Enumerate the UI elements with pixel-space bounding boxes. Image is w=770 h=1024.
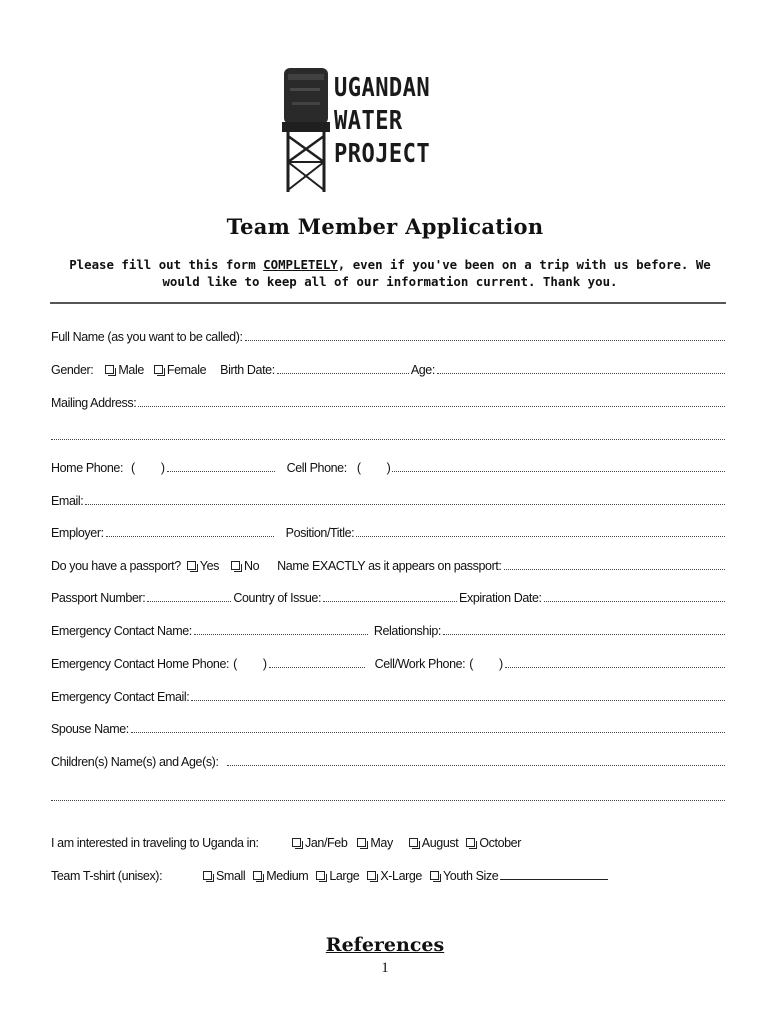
gender-label: Gender: (51, 363, 94, 377)
tshirt-row (51, 865, 727, 883)
intro-after: , even if you've been on a trip with us before. We would like to keep all of our information current. Thank you. (162, 257, 711, 289)
checkbox-icon (253, 871, 262, 880)
mailing-address-label: Mailing Address: (51, 396, 137, 410)
mailing-address-field-2[interactable] (51, 438, 725, 440)
passport-yes-checkbox[interactable] (187, 559, 219, 573)
checkbox-icon (187, 561, 196, 570)
emergency-phone-area-open: ( (233, 657, 237, 671)
emergency-email-field[interactable] (191, 699, 725, 701)
emergency-contact-row (51, 620, 727, 638)
month-may-label: May (370, 836, 393, 850)
birth-date-label: Birth Date: (220, 363, 275, 377)
size-small-checkbox[interactable] (203, 869, 245, 883)
female-checkbox[interactable] (154, 363, 206, 377)
checkbox-icon (203, 871, 212, 880)
cell-phone-area-close: ) (386, 461, 391, 475)
children-field-2[interactable] (51, 799, 725, 801)
month-october-checkbox[interactable] (466, 836, 521, 850)
full-name-label: Full Name (as you want to be called): (51, 330, 243, 344)
passport-name-label: Name EXACTLY as it appears on passport: (277, 559, 502, 573)
home-phone-field[interactable] (167, 470, 275, 472)
size-medium-checkbox[interactable] (253, 869, 308, 883)
country-of-issue-field[interactable] (323, 600, 457, 602)
month-janfeb-label: Jan/Feb (305, 836, 348, 850)
intro-text (55, 256, 725, 290)
month-august-label: August (421, 836, 459, 850)
passport-number-field[interactable] (147, 600, 231, 602)
male-checkbox[interactable] (105, 363, 144, 377)
female-label: Female (166, 363, 207, 377)
cell-work-phone-label: Cell/Work Phone: (374, 657, 466, 671)
checkbox-icon (231, 561, 240, 570)
position-title-field[interactable] (356, 535, 725, 537)
passport-no-label: No (243, 559, 260, 573)
checkbox-icon (367, 871, 376, 880)
emergency-phone-row (51, 653, 727, 671)
references-heading: References (325, 934, 445, 956)
checkbox-icon (316, 871, 325, 880)
employer-field[interactable] (106, 535, 274, 537)
passport-row (51, 555, 727, 573)
size-small-label: Small (216, 869, 246, 883)
size-medium-label: Medium (266, 869, 309, 883)
expiration-date-label: Expiration Date: (459, 591, 542, 605)
checkbox-icon (430, 871, 439, 880)
water-tower-icon (280, 66, 336, 194)
emergency-name-label: Emergency Contact Name: (51, 624, 192, 638)
cell-phone-field[interactable] (392, 470, 725, 472)
cell-work-area-close: ) (499, 657, 503, 671)
size-large-label: Large (329, 869, 360, 883)
passport-no-checkbox[interactable] (231, 559, 259, 573)
checkbox-icon (466, 838, 475, 847)
children-label: Children(s) Name(s) and Age(s): (51, 755, 219, 769)
spouse-name-field[interactable] (131, 731, 725, 733)
children-field[interactable] (227, 764, 725, 766)
checkbox-icon (292, 838, 301, 847)
relationship-field[interactable] (443, 633, 725, 635)
gender-row (51, 359, 727, 377)
male-label: Male (118, 363, 144, 377)
header-divider (50, 302, 726, 304)
cell-phone-area-open: ( (356, 461, 361, 475)
employer-row (51, 522, 727, 540)
children-row (51, 751, 727, 769)
employer-label: Employer: (51, 526, 104, 540)
country-of-issue-label: Country of Issue: (233, 591, 322, 605)
email-label: Email: (51, 494, 84, 508)
emergency-home-phone-label: Emergency Contact Home Phone: (51, 657, 230, 671)
home-phone-area-close: ) (160, 461, 165, 475)
phone-row (51, 457, 727, 475)
cell-work-area-open: ( (469, 657, 474, 671)
logo-line-3: PROJECT (334, 139, 431, 169)
intro-emphasis: COMPLETELY (263, 257, 338, 272)
emergency-email-label: Emergency Contact Email: (51, 690, 190, 704)
emergency-name-field[interactable] (194, 633, 368, 635)
full-name-field[interactable] (245, 339, 725, 341)
logo-line-1: UGANDAN (334, 73, 431, 103)
home-phone-area-open: ( (131, 461, 135, 475)
position-title-label: Position/Title: (285, 526, 355, 540)
passport-number-row (51, 587, 727, 605)
checkbox-icon (154, 365, 163, 374)
home-phone-label: Home Phone: (51, 461, 124, 475)
checkbox-icon (105, 365, 114, 374)
passport-question-label: Do you have a passport? (51, 559, 181, 573)
month-october-label: October (479, 836, 521, 850)
emergency-email-row (51, 686, 727, 704)
age-field[interactable] (437, 372, 725, 374)
checkbox-icon (409, 838, 418, 847)
size-large-checkbox[interactable] (316, 869, 359, 883)
birth-date-field[interactable] (277, 372, 409, 374)
ugandan-water-project-logo (280, 66, 450, 194)
size-xlarge-checkbox[interactable] (367, 869, 422, 883)
relationship-label: Relationship: (373, 624, 441, 638)
age-label: Age: (410, 363, 435, 377)
page-number: 1 (381, 960, 389, 976)
checkbox-icon (357, 838, 366, 847)
travel-interest-label: I am interested in traveling to Uganda in: (51, 836, 259, 850)
travel-interest-row (51, 832, 727, 850)
passport-yes-label: Yes (199, 559, 219, 573)
month-august-checkbox[interactable] (409, 836, 459, 850)
mailing-address-row-2 (51, 425, 727, 443)
email-row (51, 490, 727, 508)
expiration-date-field[interactable] (544, 600, 725, 602)
cell-work-phone-field[interactable] (505, 666, 725, 668)
emergency-phone-area-close: ) (262, 657, 267, 671)
emergency-home-phone-field[interactable] (269, 666, 365, 668)
children-row-2 (51, 786, 727, 804)
month-janfeb-checkbox[interactable] (292, 836, 347, 850)
mailing-address-field[interactable] (138, 405, 725, 407)
passport-name-field[interactable] (504, 568, 725, 570)
spouse-name-label: Spouse Name: (51, 722, 129, 736)
logo-wordmark (334, 72, 430, 171)
logo-line-2: WATER (334, 106, 403, 136)
email-field[interactable] (85, 503, 725, 505)
intro-before: Please fill out this form (69, 257, 264, 272)
spouse-row (51, 718, 727, 736)
page-title: Team Member Application (226, 214, 544, 239)
youth-size-field[interactable] (500, 878, 608, 880)
size-youth-label: Youth Size (442, 869, 499, 883)
month-may-checkbox[interactable] (357, 836, 392, 850)
full-name-row (51, 326, 727, 344)
mailing-address-row (51, 392, 727, 410)
size-youth-checkbox[interactable] (430, 869, 498, 883)
passport-number-label: Passport Number: (51, 591, 146, 605)
tshirt-label: Team T-shirt (unisex): (51, 869, 163, 883)
size-xlarge-label: X-Large (380, 869, 422, 883)
cell-phone-label: Cell Phone: (286, 461, 347, 475)
